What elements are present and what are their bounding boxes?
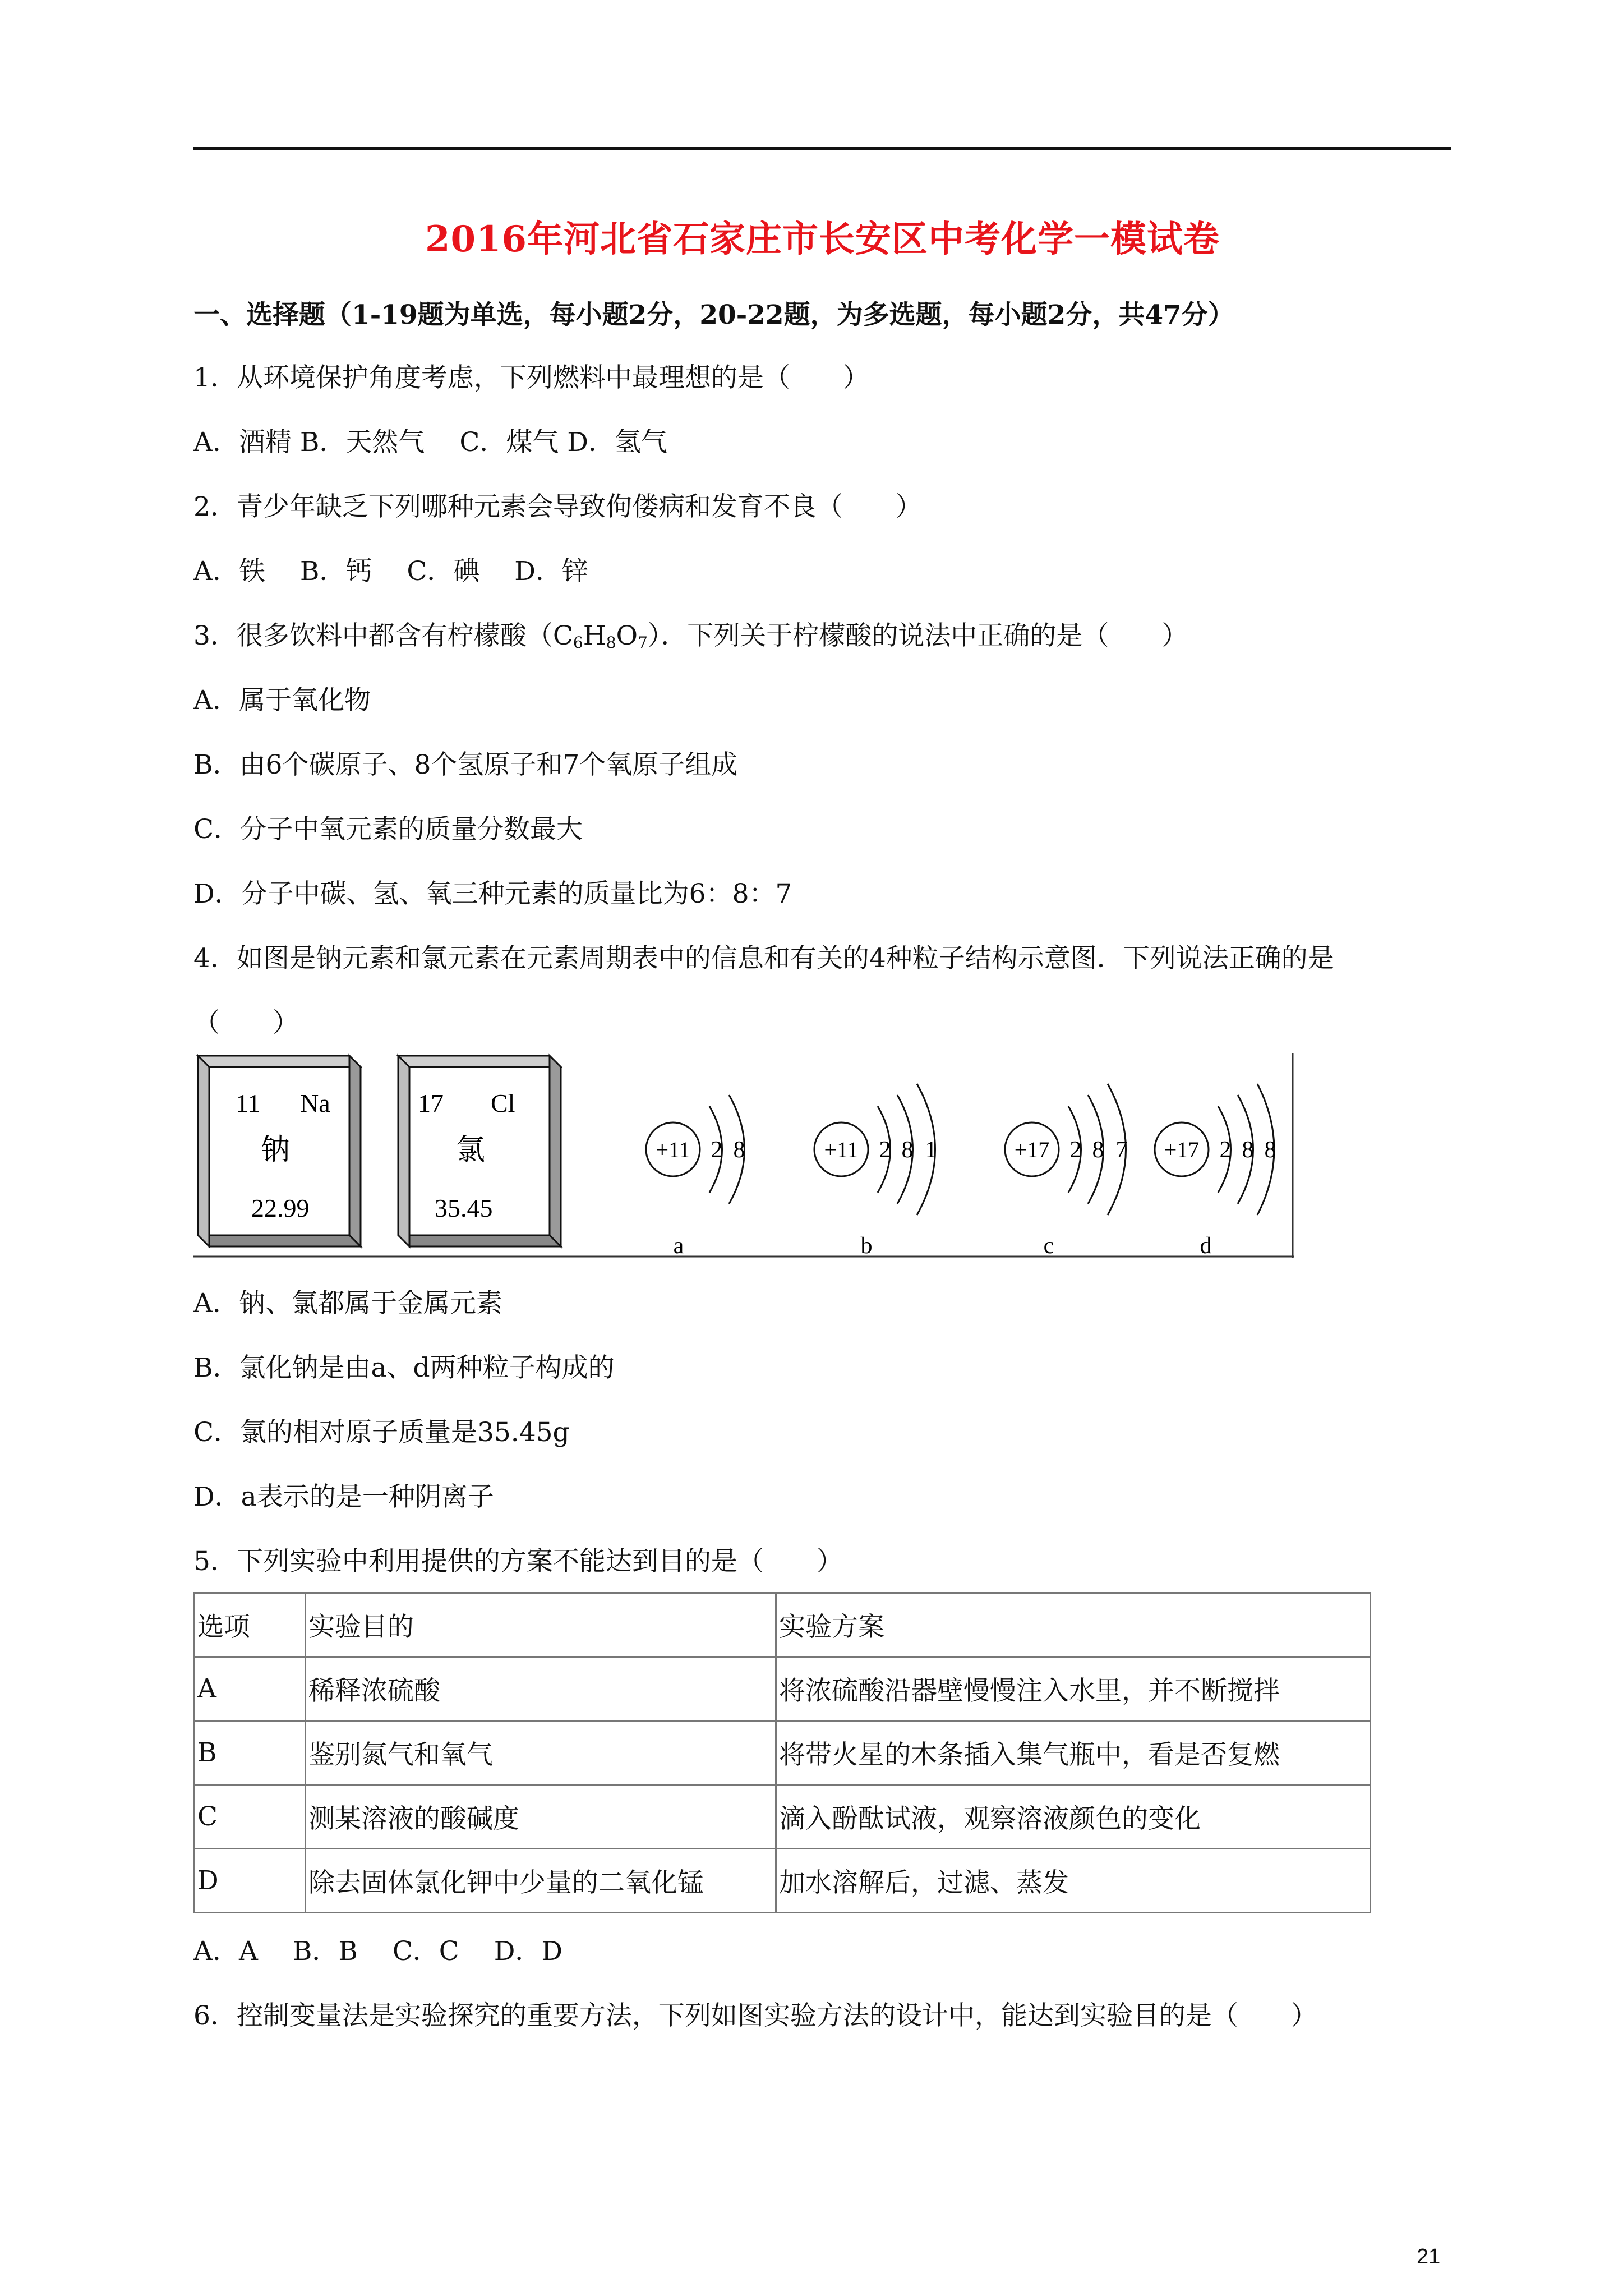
particle-c [1005, 1084, 1128, 1258]
table-cell: C [195, 1785, 306, 1849]
particle-a-nucleus: +11 [656, 1137, 690, 1162]
table-cell: A [195, 1657, 306, 1721]
q3-option-c: C．分子中氧元素的质量分数最大 [193, 814, 583, 845]
q5-stem: 5．下列实验中利用提供的方案不能达到目的是（ ） [193, 1546, 843, 1577]
table-cell: 稀释浓硫酸 [305, 1657, 776, 1721]
experiment-table [193, 1592, 1371, 1913]
cl-name: 氯 [456, 1134, 486, 1166]
particle-c-shell-1: 2 [1069, 1137, 1082, 1163]
table-cell: 鉴别氮气和氧气 [305, 1721, 776, 1785]
cl-mass: 35.45 [435, 1194, 493, 1222]
particle-c-nucleus: +17 [1014, 1137, 1050, 1162]
q3-stem: 3．很多饮料中都含有柠檬酸$(C_6H_8O_7)$．下列关于柠檬酸的说法中正确的是（ ） [193, 620, 1188, 652]
particle-d-shell-3: 8 [1264, 1137, 1276, 1163]
table-cell: B [195, 1721, 306, 1785]
chlorine-tile [398, 1056, 561, 1246]
section-heading: 一、选择题（1-19题为单选，每小题2分，20-22题，为多选题，每小题2分，共47分） [193, 300, 1234, 330]
table-cell: 测某溶液的酸碱度 [305, 1785, 776, 1849]
na-mass: 22.99 [251, 1194, 310, 1222]
q5-options: A．A B．B C．C D．D [193, 1936, 563, 1967]
na-number: 11 [236, 1089, 261, 1117]
q4-option-a: A．钠、氯都属于金属元素 [193, 1288, 502, 1319]
particle-b-shell-3: 1 [925, 1137, 937, 1163]
q1-stem: 1．从环境保护角度考虑，下列燃料中最理想的是（ ） [193, 362, 869, 393]
particle-b-shell-2: 8 [901, 1137, 914, 1163]
particle-a-shell-2: 8 [733, 1137, 745, 1163]
table-header-cell: 实验目的 [305, 1593, 776, 1657]
na-symbol: Na [300, 1089, 330, 1117]
element-figure [193, 1053, 1294, 1258]
q4-paren: （ ） [193, 1007, 299, 1038]
table-row [195, 1849, 1371, 1913]
table-cell: 将带火星的木条插入集气瓶中，看是否复燃 [776, 1721, 1370, 1785]
table-header-cell: 实验方案 [776, 1593, 1370, 1657]
q4-option-d: D．a表示的是一种阴离子 [193, 1481, 494, 1512]
particle-c-label: c [1043, 1233, 1054, 1258]
table-cell: D [195, 1849, 306, 1913]
particle-b-nucleus: +11 [824, 1137, 859, 1162]
particle-d-shell-2: 8 [1242, 1137, 1254, 1163]
q3-option-b: B．由6个碳原子、8个氢原子和7个氧原子组成 [193, 749, 738, 780]
particle-b [814, 1084, 937, 1258]
particle-c-shell-2: 8 [1092, 1137, 1104, 1163]
particle-b-shell-1: 2 [879, 1137, 891, 1163]
table-cell: 除去固体氯化钾中少量的二氧化锰 [305, 1849, 776, 1913]
table-header-cell: 选项 [195, 1593, 306, 1657]
table-cell: 将浓硫酸沿器壁慢慢注入水里，并不断搅拌 [776, 1657, 1370, 1721]
particle-d-nucleus: +17 [1164, 1137, 1200, 1162]
particle-d-label: d [1200, 1233, 1212, 1258]
cl-symbol: Cl [491, 1089, 515, 1117]
particle-c-shell-3: 7 [1115, 1137, 1128, 1163]
table-row [195, 1721, 1371, 1785]
particle-a-label: a [673, 1233, 684, 1258]
element-figure-svg [193, 1053, 1294, 1258]
q6-stem: 6．控制变量法是实验探究的重要方法，下列如图实验方法的设计中，能达到实验目的是（ ） [193, 2000, 1317, 2031]
q2-stem: 2．青少年缺乏下列哪种元素会导致佝偻病和发育不良（ ） [193, 491, 922, 522]
table-cell: 加水溶解后，过滤、蒸发 [776, 1849, 1370, 1913]
particle-a-shell-1: 2 [711, 1137, 723, 1163]
q4-option-b: B．氯化钠是由a、d两种粒子构成的 [193, 1352, 615, 1383]
page-number: 21 [1417, 2245, 1441, 2269]
cl-number: 17 [418, 1089, 444, 1117]
page-title: 2016年河北省石家庄市长安区中考化学一模试卷 [425, 218, 1220, 260]
particle-d-shell-1: 2 [1219, 1137, 1232, 1163]
particle-a [646, 1095, 745, 1258]
na-name: 钠 [261, 1134, 291, 1166]
table-row [195, 1785, 1371, 1849]
table-header-row [195, 1593, 1371, 1657]
q2-options: A．铁 B．钙 C．碘 D．锌 [193, 556, 588, 587]
particle-b-label: b [860, 1233, 873, 1258]
header-rule [193, 147, 1451, 150]
q1-options: A．酒精 B．天然气 C．煤气 D．氢气 [193, 427, 667, 458]
table-row [195, 1657, 1371, 1721]
q4-option-c: C．氯的相对原子质量是35.45g [193, 1417, 570, 1448]
sodium-tile [198, 1056, 361, 1246]
q3-option-a: A．属于氧化物 [193, 685, 371, 716]
q4-stem: 4．如图是钠元素和氯元素在元素周期表中的信息和有关的4种粒子结构示意图．下列说法正确的是 [193, 943, 1334, 974]
q3-option-d: D．分子中碳、氢、氧三种元素的质量比为6：8：7 [193, 878, 792, 909]
particle-d [1155, 1084, 1276, 1258]
table-cell: 滴入酚酞试液，观察溶液颜色的变化 [776, 1785, 1370, 1849]
